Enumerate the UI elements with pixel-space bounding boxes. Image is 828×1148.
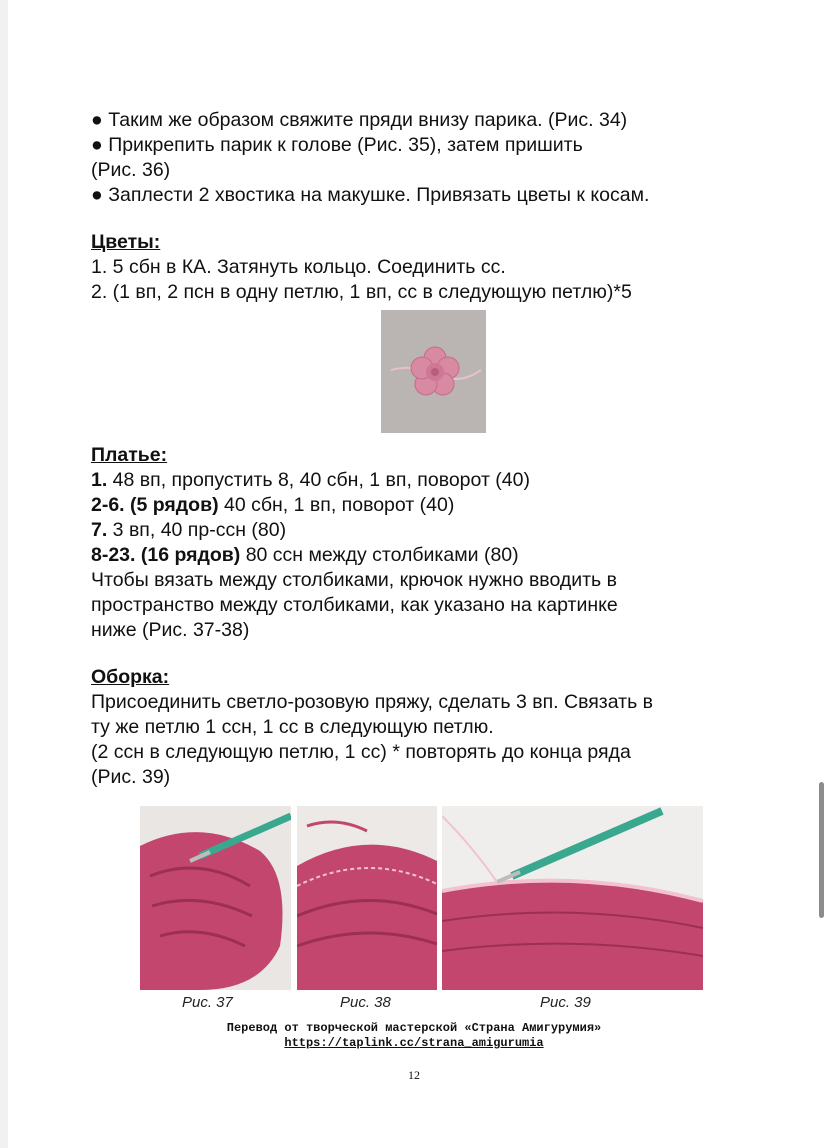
photo-39 bbox=[442, 806, 703, 990]
dress-row bbox=[91, 518, 751, 543]
row-text: 80 ссн между столбиками (80) bbox=[240, 544, 519, 566]
photo-37 bbox=[140, 806, 291, 990]
dress-row bbox=[91, 468, 751, 493]
dress-row bbox=[91, 493, 751, 518]
credit-link-row bbox=[0, 1036, 828, 1050]
row-text: 48 вп, пропустить 8, 40 сбн, 1 вп, поворот (40) bbox=[107, 469, 530, 491]
row-number: 1. bbox=[91, 469, 108, 491]
document-body bbox=[91, 108, 751, 790]
row-text: 40 сбн, 1 вп, поворот (40) bbox=[218, 494, 455, 516]
wig-line: (Рис. 36) bbox=[91, 159, 171, 181]
wig-line: ● Заплести 2 хвостика на макушке. Привязать цветы к косам. bbox=[91, 184, 650, 206]
photo-strip bbox=[140, 806, 703, 990]
dress-heading: Платье: bbox=[91, 444, 168, 466]
page-number: 12 bbox=[408, 1068, 420, 1082]
row-number: 8-23. (16 рядов) bbox=[91, 544, 241, 566]
flowers-line: 2. (1 вп, 2 псн в одну петлю, 1 вп, сс в следующую петлю)*5 bbox=[91, 281, 632, 303]
credit-line: Перевод от творческой мастерской «Страна Амигурумия» bbox=[226, 1021, 602, 1035]
ruffle-line: (Рис. 39) bbox=[91, 766, 171, 788]
ruffle-line: Присоединить светло-розовую пряжу, сделать 3 вп. Связать в bbox=[91, 691, 654, 713]
ruffle-heading: Оборка: bbox=[91, 666, 170, 688]
photo-38 bbox=[297, 806, 437, 990]
ruffle-line: ту же петлю 1 ссн, 1 сс в следующую петлю. bbox=[91, 716, 494, 738]
caption-39: Рис. 39 bbox=[540, 994, 591, 1011]
credit-link[interactable]: https://taplink.cc/strana_amigurumia bbox=[284, 1036, 544, 1050]
flowers-line: 1. 5 сбн в КА. Затянуть кольцо. Соединить сс. bbox=[91, 256, 506, 278]
caption-38: Рис. 38 bbox=[340, 994, 391, 1011]
wig-line: ● Таким же образом свяжите пряди внизу парика. (Рис. 34) bbox=[91, 109, 628, 131]
dress-note: Чтобы вязать между столбиками, крючок нужно вводить в bbox=[91, 569, 617, 591]
dress-note: пространство между столбиками, как указано на картинке bbox=[91, 594, 618, 616]
row-number: 2-6. (5 рядов) bbox=[91, 494, 219, 516]
wig-line: ● Прикрепить парик к голове (Рис. 35), затем пришить bbox=[91, 134, 583, 156]
flower-photo bbox=[381, 310, 486, 433]
dress-note: ниже (Рис. 37-38) bbox=[91, 619, 250, 641]
row-number: 7. bbox=[91, 519, 108, 541]
flowers-heading: Цветы: bbox=[91, 231, 161, 253]
dress-row bbox=[91, 543, 751, 568]
row-text: 3 вп, 40 пр-ссн (80) bbox=[107, 519, 287, 541]
ruffle-line: (2 ссн в следующую петлю, 1 сс) * повторять до конца ряда bbox=[91, 741, 631, 763]
scrollbar[interactable] bbox=[819, 782, 824, 918]
caption-37: Рис. 37 bbox=[182, 994, 233, 1011]
page-edge bbox=[0, 0, 8, 1148]
